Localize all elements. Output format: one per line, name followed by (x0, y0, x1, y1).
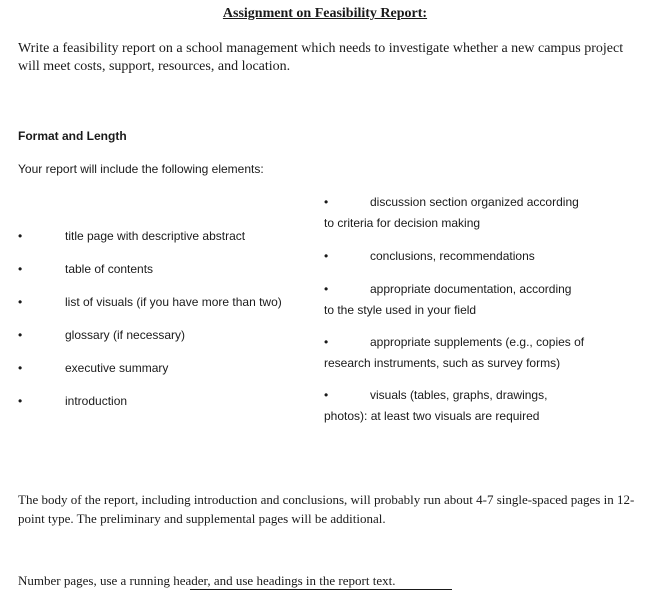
left-item-label: table of contents (65, 262, 154, 276)
left-item-label: title page with descriptive abstract (65, 229, 246, 243)
left-list-item (0, 328, 320, 344)
right-item-first-line: appropriate supplements (e.g., copies of (370, 335, 585, 349)
right-item-first-line: conclusions, recommendations (370, 249, 535, 263)
bullet-icon: • (18, 361, 23, 375)
right-list-item (324, 332, 624, 374)
left-item-label: executive summary (65, 361, 169, 375)
left-list-item (0, 229, 320, 245)
bullet-icon: • (324, 195, 329, 209)
right-item-first-line: appropriate documentation, according (370, 282, 572, 296)
underline-rule (190, 589, 452, 590)
right-list-item (324, 279, 624, 321)
closing-line: Number pages, use a running header, and use headings in the report text. (18, 573, 396, 588)
format-heading: Format and Length (18, 129, 127, 143)
right-list-item (324, 246, 624, 267)
right-item-continuation: to the style used in your field (324, 303, 477, 317)
bullet-icon: • (18, 394, 23, 408)
right-list-item (324, 192, 624, 234)
bullet-icon: • (324, 335, 329, 349)
body-paragraph: The body of the report, including introduction and conclusions, will probably run about 4-7 single-spaced pages in 12-point type. The preliminary and supplemental pages will be additional. (18, 492, 635, 526)
right-item-continuation: photos): at least two visuals are required (324, 409, 540, 423)
bullet-icon: • (18, 328, 23, 342)
left-list-item (0, 394, 320, 410)
bullet-icon: • (324, 249, 329, 263)
left-list-item (0, 295, 320, 311)
left-list-item (0, 361, 320, 377)
left-list-item (0, 262, 320, 278)
page-title: Assignment on Feasibility Report: (222, 6, 428, 21)
intro-paragraph: Write a feasibility report on a school management which needs to investigate whether a new campus project will meet costs, support, resources, and location. (18, 41, 624, 74)
bullet-icon: • (324, 388, 329, 402)
right-item-continuation: to criteria for decision making (324, 216, 481, 230)
left-item-label: introduction (65, 394, 128, 408)
left-item-label: glossary (if necessary) (65, 328, 186, 342)
bullet-icon: • (18, 262, 23, 276)
lead-text: Your report will include the following elements: (18, 162, 264, 176)
right-item-continuation: research instruments, such as survey forms) (324, 356, 561, 370)
bullet-icon: • (18, 295, 23, 309)
right-item-first-line: discussion section organized according (370, 195, 579, 209)
right-item-first-line: visuals (tables, graphs, drawings, (370, 388, 548, 402)
left-item-label: list of visuals (if you have more than two) (65, 295, 282, 309)
bullet-icon: • (18, 229, 23, 243)
right-list-item (324, 385, 624, 427)
bullet-icon: • (324, 282, 329, 296)
